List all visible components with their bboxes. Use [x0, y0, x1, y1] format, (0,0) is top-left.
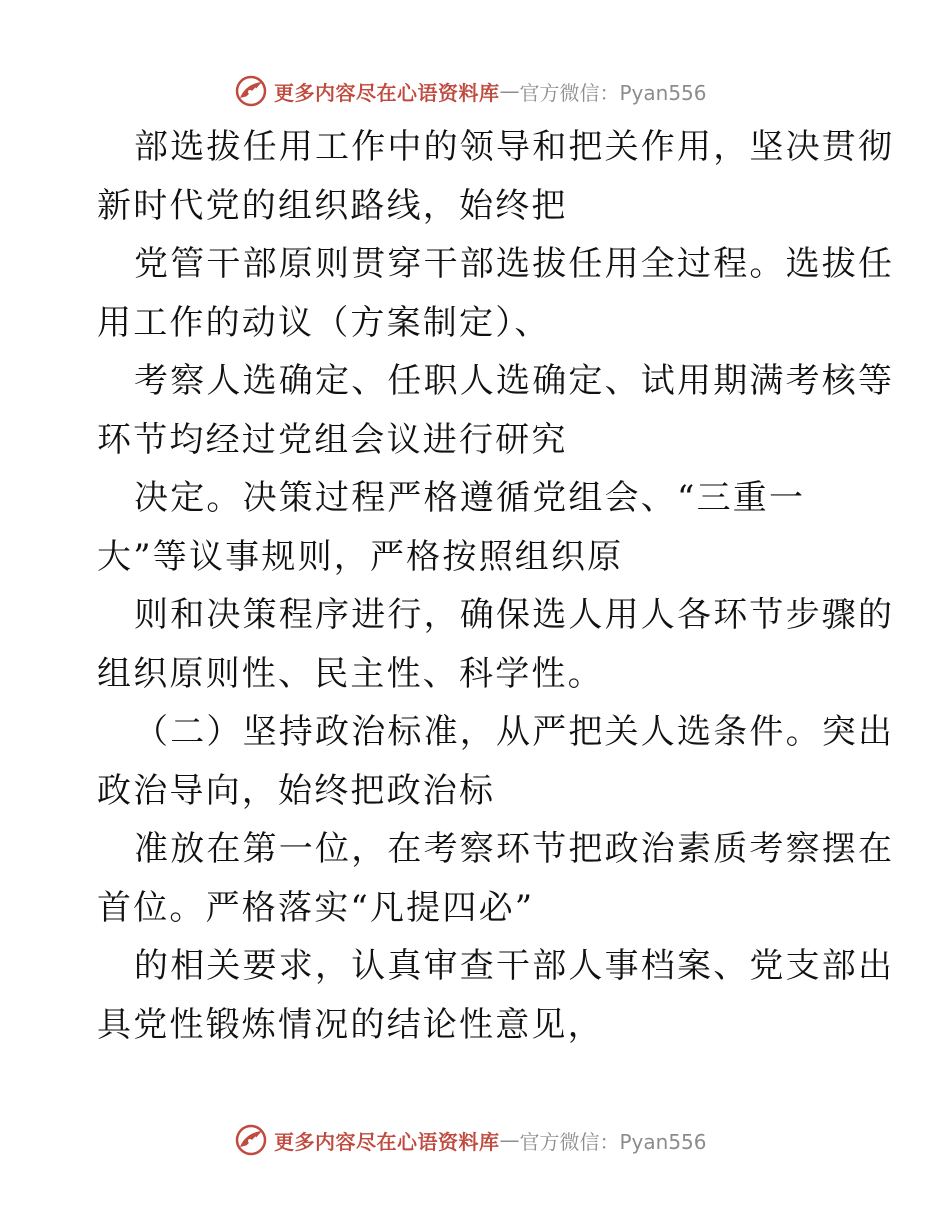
- watermark-brand: 更多内容尽在心语资料库: [274, 80, 500, 105]
- footer-watermark: [234, 1122, 707, 1158]
- body-line: 则和决策程序进行，确保选人用人各环节步骤的: [134, 595, 895, 635]
- pen-nib-logo-icon: [234, 1123, 268, 1157]
- body-line: 新时代党的组织路线，始终把: [97, 185, 568, 226]
- body-line: 党管干部原则贯穿干部选拔任用全过程。选拔任: [134, 244, 895, 284]
- watermark-contact: 官方微信：Pyan556: [519, 80, 707, 105]
- document-body: [97, 118, 895, 1054]
- body-line: 用工作的动议（方案制定）、: [97, 302, 551, 343]
- body-line: 具党性锻炼情况的结论性意见，: [97, 1004, 604, 1045]
- body-line: 的相关要求，认真审查干部人事档案、党支部出: [134, 946, 895, 986]
- watermark-contact: 官方微信：Pyan556: [519, 1129, 707, 1154]
- header-watermark: [234, 73, 707, 109]
- body-line: 部选拔任用工作中的领导和把关作用，坚决贯彻: [134, 127, 895, 167]
- watermark-brand: 更多内容尽在心语资料库: [274, 1129, 500, 1154]
- body-line: 首位。严格落实“凡提四必”: [97, 887, 535, 928]
- body-line: 决定。决策过程严格遵循党组会、“三重一: [134, 478, 806, 518]
- body-line: （二）坚持政治标准，从严把关人选条件。突出: [134, 712, 895, 752]
- body-line: 环节均经过党组会议进行研究: [97, 419, 568, 460]
- watermark-dash: —: [499, 79, 520, 103]
- pen-nib-logo-icon: [234, 74, 268, 108]
- watermark-dash: —: [499, 1128, 520, 1152]
- body-line: 考察人选确定、任职人选确定、试用期满考核等: [134, 361, 895, 401]
- body-line: 组织原则性、民主性、科学性。: [97, 653, 604, 694]
- body-line: 准放在第一位，在考察环节把政治素质考察摆在: [134, 829, 895, 869]
- body-line: 政治导向，始终把政治标: [97, 770, 496, 811]
- body-line: 大”等议事规则，严格按照组织原: [97, 536, 624, 577]
